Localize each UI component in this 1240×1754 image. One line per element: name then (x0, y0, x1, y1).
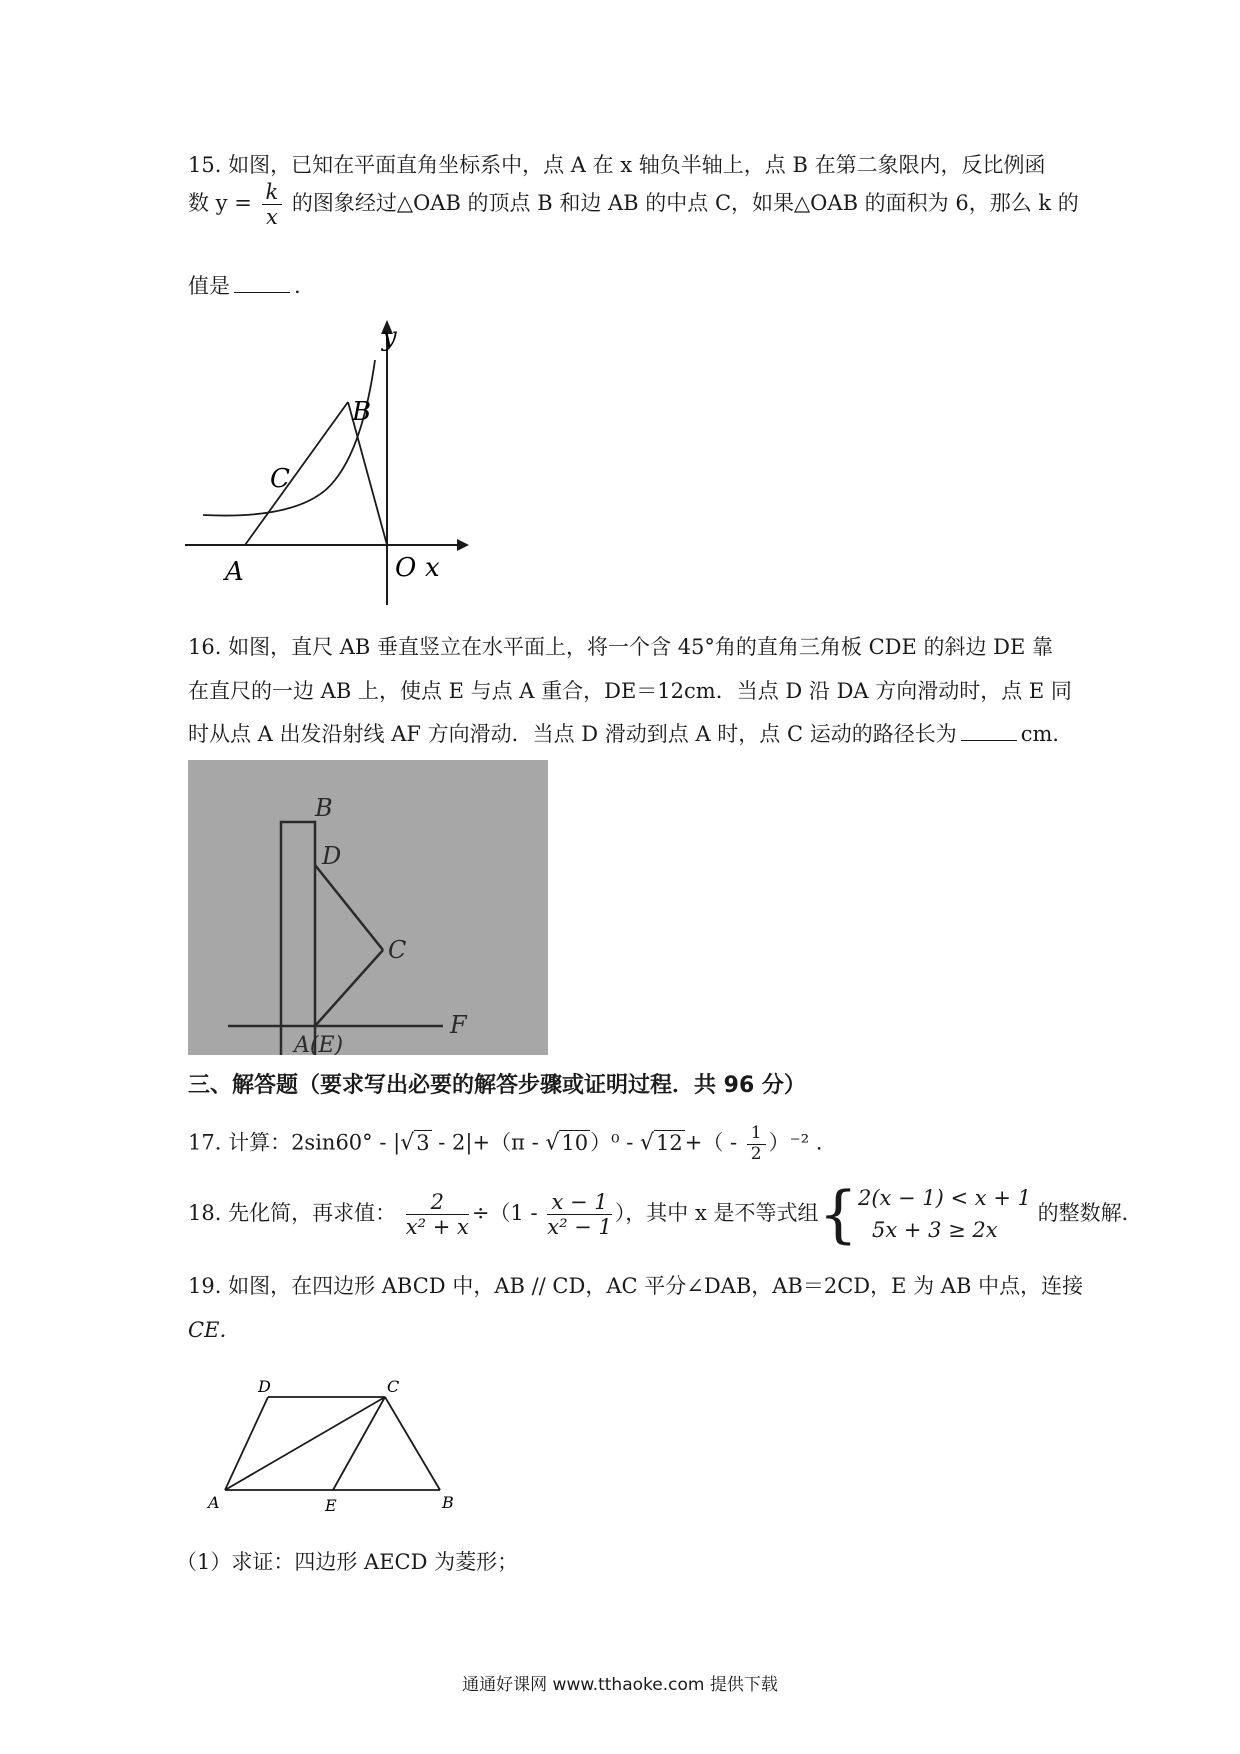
photo-background (188, 760, 548, 1055)
q15-answer-blank (234, 290, 290, 293)
q19-figure (200, 1375, 470, 1515)
q15-fraction (262, 180, 283, 229)
q15-line2-post: 的图象经过△OAB 的顶点 B 和边 AB 的中点 C，如果△OAB 的面积为 6，那么 k 的 (291, 191, 1079, 216)
q18-f1-den: x² + x (405, 1215, 469, 1239)
q18-ineq1: 2(x − 1) < x + 1 (857, 1186, 1031, 1210)
q16-line2: 在直尺的一边 AB 上，使点 E 与点 A 重合，DE＝12cm．当点 D 沿 DA 方向滑动时，点 E 同 (188, 679, 1072, 703)
label-C: C (270, 464, 290, 494)
q17-fraction (747, 1124, 766, 1164)
q18-fraction-1 (406, 1190, 469, 1239)
label-E: E (325, 1496, 337, 1515)
q18-post: 的整数解． (1037, 1201, 1143, 1225)
label-B: B (442, 1493, 454, 1512)
q17-frac-den: 2 (750, 1143, 762, 1164)
q18-fraction-2 (547, 1190, 612, 1239)
q18-line (188, 1177, 1143, 1251)
q18-mid1: ÷（1 - (471, 1201, 545, 1225)
q16-line3-end: cm． (1020, 722, 1074, 746)
segment-CB (385, 1397, 440, 1490)
q15-line3-end: . (294, 274, 301, 298)
q15-frac-den: x (265, 205, 278, 230)
x-axis-arrow-icon (457, 539, 469, 551)
q15-line2-pre: 数 y = (188, 191, 252, 216)
brace-icon: { (818, 1177, 858, 1251)
label-D: D (258, 1377, 271, 1396)
segment-AB (245, 402, 348, 545)
segment-CE (333, 1397, 385, 1490)
label-A: A (225, 557, 244, 587)
label-C: C (387, 1377, 400, 1396)
q15-line2 (188, 180, 1079, 229)
sqrt10-radical-icon: √ (545, 1130, 560, 1156)
q17-sqrt10: 10 (561, 1130, 589, 1155)
q16-line3-text: 时从点 A 出发沿射线 AF 方向滑动．当点 D 滑动到点 A 时，点 C 运动的路径长为 (188, 722, 957, 746)
q17-sqrt12: 12 (656, 1130, 683, 1155)
sqrt12-radical-icon: √ (639, 1130, 655, 1156)
q15-frac-num: k (262, 180, 283, 205)
q16-line3 (188, 724, 1073, 745)
q17-sqrt3: 3 (416, 1130, 430, 1155)
q18-pre: 18. 先化简，再求值： (188, 1201, 397, 1225)
q18-f2-num: x − 1 (547, 1190, 612, 1215)
label-F: F (450, 1011, 467, 1039)
q17-mid1: - 2|+（π - (431, 1130, 546, 1155)
section-3-heading: 三、解答题（要求写出必要的解答步骤或证明过程．共 96 分） (188, 1073, 806, 1098)
q18-inequality-system (858, 1183, 1031, 1246)
label-x: x (425, 553, 440, 583)
label-B: B (352, 397, 372, 427)
label-O: O (395, 553, 417, 583)
q19-line2: CE． (188, 1318, 241, 1342)
q17-pre: 17. 计算：2sin60° - | (188, 1130, 401, 1155)
q17-line (188, 1124, 822, 1164)
sqrt3-radical-icon: √ (400, 1130, 415, 1156)
q17-mid3: +（ - (684, 1130, 744, 1155)
label-y: y (382, 322, 397, 352)
q18-f2-den: x² − 1 (547, 1215, 612, 1239)
q16-line1: 16. 如图，直尺 AB 垂直竖立在水平面上，将一个含 45°角的直角三角板 CDE 的斜边 DE 靠 (188, 635, 1054, 659)
label-D: D (322, 842, 342, 870)
label-A: A (208, 1493, 220, 1512)
q16-figure (188, 760, 548, 1055)
q17-mid2: ）⁰ - (590, 1130, 640, 1155)
q15-line3-text: 值是 (188, 274, 230, 298)
q18-f1-num: 2 (406, 1190, 469, 1215)
q16-answer-blank (961, 738, 1017, 741)
q18-mid2: ），其中 x 是不等式组 (614, 1201, 819, 1225)
q15-line3 (188, 276, 301, 297)
footer: 通通好课网 www.tthaoke.com 提供下载 (462, 1675, 778, 1695)
q15-figure (185, 320, 475, 610)
q19-part1: （1）求证：四边形 AECD 为菱形； (176, 1550, 519, 1574)
segment-AD (225, 1397, 268, 1490)
segment-AC (225, 1397, 385, 1490)
label-C: C (388, 936, 407, 964)
q17-post: ）⁻² . (768, 1130, 823, 1155)
q18-ineq2: 5x + 3 ≥ 2x (871, 1217, 998, 1242)
label-A-E: A(E) (294, 1033, 344, 1055)
q17-frac-num: 1 (747, 1124, 766, 1145)
q15-line1: 15. 如图，已知在平面直角坐标系中，点 A 在 x 轴负半轴上，点 B 在第二象限内，反比例函 (188, 153, 1046, 177)
q19-line1: 19. 如图，在四边形 ABCD 中，AB // CD，AC 平分∠DAB，AB＝2CD，E 为 AB 中点，连接 (188, 1274, 1084, 1298)
label-B: B (315, 794, 333, 822)
